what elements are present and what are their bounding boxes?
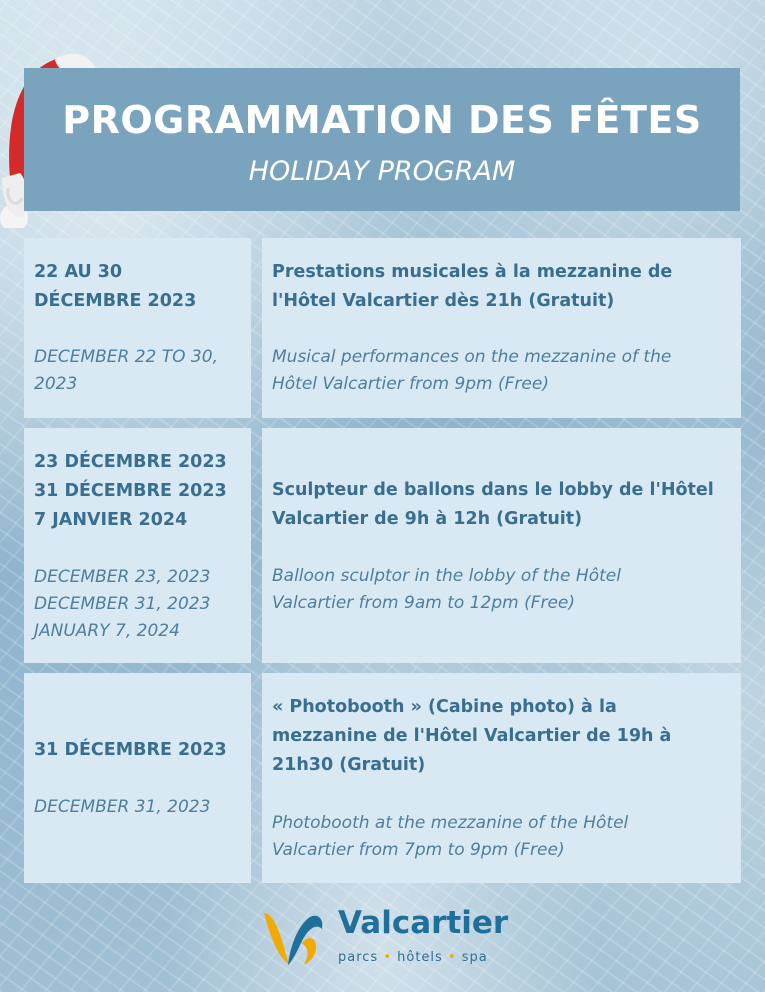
event-card-1: [262, 238, 741, 418]
date-card-1: [24, 238, 251, 418]
date-card-2: [24, 428, 251, 663]
logo-wordmark: Valcartier: [338, 905, 509, 941]
date-fr-line: 7 JANVIER 2024: [34, 510, 188, 530]
event-fr-line: Sculpteur de ballons dans le lobby de l'Hôtel: [272, 480, 714, 500]
logo-tagline: [338, 950, 488, 965]
event-card-2: [262, 428, 741, 663]
event-en-line: Valcartier from 9am to 12pm (Free): [272, 593, 576, 613]
event-en-line: Musical performances on the mezzanine of the: [272, 347, 672, 367]
date-fr-line: DÉCEMBRE 2023: [34, 291, 197, 311]
header-banner: [24, 68, 740, 211]
event-fr-line: Valcartier de 9h à 12h (Gratuit): [272, 509, 583, 529]
date-en-line: DECEMBER 23, 2023: [34, 567, 211, 587]
event-card-3: [262, 673, 741, 883]
date-en-line: DECEMBER 31, 2023: [34, 797, 211, 817]
logo-tagline-parcs: parcs: [338, 950, 379, 965]
valcartier-logo-icon: [258, 907, 330, 969]
page-subtitle: HOLIDAY PROGRAM: [248, 156, 516, 187]
event-fr-line: mezzanine de l'Hôtel Valcartier de 19h à: [272, 726, 672, 746]
logo-dot-icon: •: [378, 950, 398, 965]
date-fr-line: 23 DÉCEMBRE 2023: [34, 452, 227, 472]
date-fr-line: 31 DÉCEMBRE 2023: [34, 740, 227, 760]
event-en-line: Balloon sculptor in the lobby of the Hôtel: [272, 566, 621, 586]
event-en-line: Photobooth at the mezzanine of the Hôtel: [272, 813, 629, 833]
date-fr-line: 31 DÉCEMBRE 2023: [34, 481, 227, 501]
logo-tagline-hotels: hôtels: [397, 950, 443, 965]
event-fr-line: Prestations musicales à la mezzanine de: [272, 262, 673, 282]
date-en-line: DECEMBER 22 TO 30,: [34, 347, 218, 367]
event-en-line: Hôtel Valcartier from 9pm (Free): [272, 374, 549, 394]
event-en-line: Valcartier from 7pm to 9pm (Free): [272, 840, 565, 860]
date-fr-line: 22 AU 30: [34, 262, 123, 282]
event-fr-line: 21h30 (Gratuit): [272, 755, 426, 775]
page-title: PROGRAMMATION DES FÊTES: [62, 98, 702, 142]
date-en-line: DECEMBER 31, 2023: [34, 594, 211, 614]
event-fr-line: « Photobooth » (Cabine photo) à la: [272, 697, 617, 717]
date-card-3: [24, 673, 251, 883]
date-en-line: 2023: [34, 374, 78, 394]
valcartier-logo: [258, 905, 508, 975]
logo-dot-icon: •: [442, 950, 462, 965]
logo-tagline-spa: spa: [461, 950, 488, 965]
event-fr-line: l'Hôtel Valcartier dès 21h (Gratuit): [272, 291, 615, 311]
date-en-line: JANUARY 7, 2024: [34, 621, 180, 641]
